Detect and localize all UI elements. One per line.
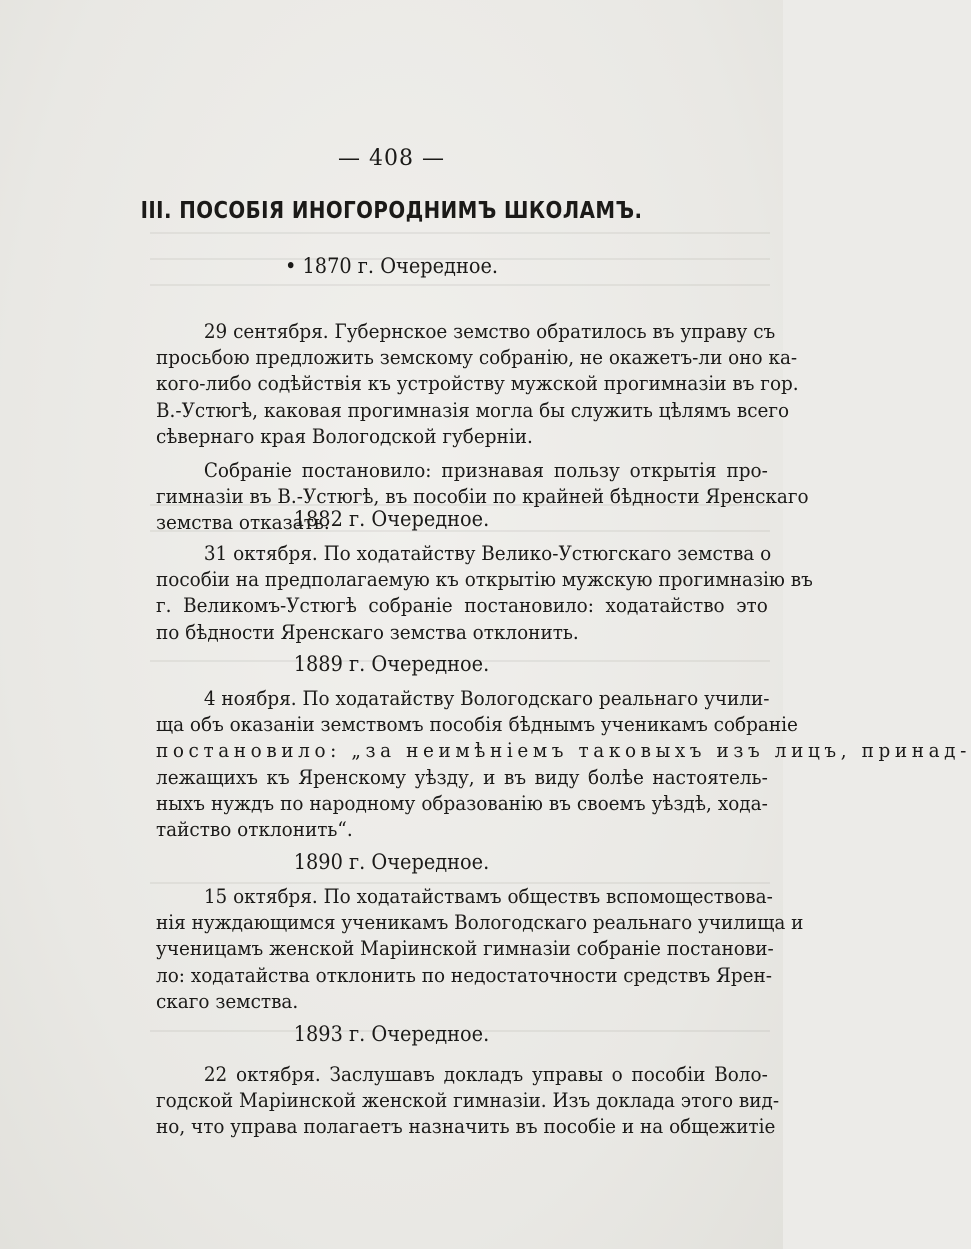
bleed-through-line: [150, 284, 770, 286]
text-line: 4 ноября. По ходатайству Вологодскаго реальнаго учили-: [203, 686, 770, 710]
text-line: В.-Устюгѣ, каковая прогимназія могла бы служить цѣлямъ всего: [156, 397, 790, 422]
text-line: пособіи на предполагаемую къ открытію мужскую прогимназію въ: [156, 567, 813, 592]
paragraph-1870: [156, 318, 809, 536]
text-line: ло: ходатайства отклонить по недостаточности средствъ Ярен-: [156, 962, 773, 987]
text-line: земства отказать.: [156, 510, 330, 535]
text-line: 29 сентября. Губернское земство обратилось въ управу съ: [203, 319, 776, 343]
year-heading-1882: 1882 г. Очередное.: [293, 507, 490, 531]
text-line: гимназіи въ В.-Устюгѣ, въ пособіи по крайней бѣдности Яренскаго: [156, 484, 809, 509]
text-line: нія нуждающимся ученикамъ Вологодскаго реальнаго училища и: [156, 910, 804, 935]
text-line: кого-либо содѣйствія къ устройству мужской прогимназіи въ гор.: [156, 371, 799, 396]
bleed-through-line: [150, 232, 770, 234]
paragraph-1889: [156, 685, 971, 842]
page-number: — 408 —: [338, 146, 445, 171]
paragraph-1893: [156, 1061, 780, 1140]
text-line: ныхъ нуждъ по народному образованію въ своемъ уѣздѣ, хода-: [156, 790, 768, 815]
text-line: г. Великомъ-Устюгѣ собраніе постановило: ходатайство это: [156, 593, 768, 618]
text-line: тайство отклонить“.: [156, 817, 353, 842]
text-line: просьбою предложить земскому собранію, не окажетъ-ли оно ка-: [156, 345, 798, 370]
text-line: 31 октября. По ходатайству Велико-Устюгскаго земства о: [203, 541, 772, 565]
text-line: постановило: „за неимѣніемъ таковыхъ изъ лицъ, принад-: [156, 738, 971, 763]
year-heading-1889: 1889 г. Очередное.: [293, 652, 490, 676]
text-line: по бѣдности Яренскаго земства отклонить.: [156, 619, 579, 644]
paragraph-1890: [156, 883, 804, 1014]
paragraph-1882: [156, 540, 813, 645]
text-line: но, что управа полагаетъ назначить въ пособіе и на общежитіе: [156, 1114, 776, 1139]
year-heading-1890: 1890 г. Очередное.: [293, 850, 490, 874]
text-line: 22 октября. Заслушавъ докладъ управы о пособіи Воло-: [203, 1062, 768, 1086]
text-line: ученицамъ женской Маріинской гимназіи собраніе постанови-: [156, 936, 774, 961]
text-line: Собраніе постановило: признавая пользу открытія про-: [203, 458, 768, 483]
text-line: ща объ оказаніи земствомъ пособія бѣднымъ ученикамъ собраніе: [156, 712, 798, 737]
text-line: годской Маріинской женской гимназіи. Изъ доклада этого вид-: [156, 1088, 780, 1113]
text-line: скаго земства.: [156, 988, 299, 1013]
text-line: сѣвернаго края Вологодской губерніи.: [156, 423, 533, 448]
text-line: лежащихъ къ Яренскому уѣзду, и въ виду болѣе настоятель-: [156, 764, 768, 789]
section-title: III. ПОСОБІЯ ИНОГОРОДНИМЪ ШКОЛАМЪ.: [140, 198, 643, 224]
year-heading-1870: • 1870 г. Очередное.: [284, 254, 499, 278]
year-heading-1893: 1893 г. Очередное.: [293, 1022, 490, 1046]
text-line: 15 октября. По ходатайствамъ обществъ вспомоществова-: [203, 884, 773, 908]
